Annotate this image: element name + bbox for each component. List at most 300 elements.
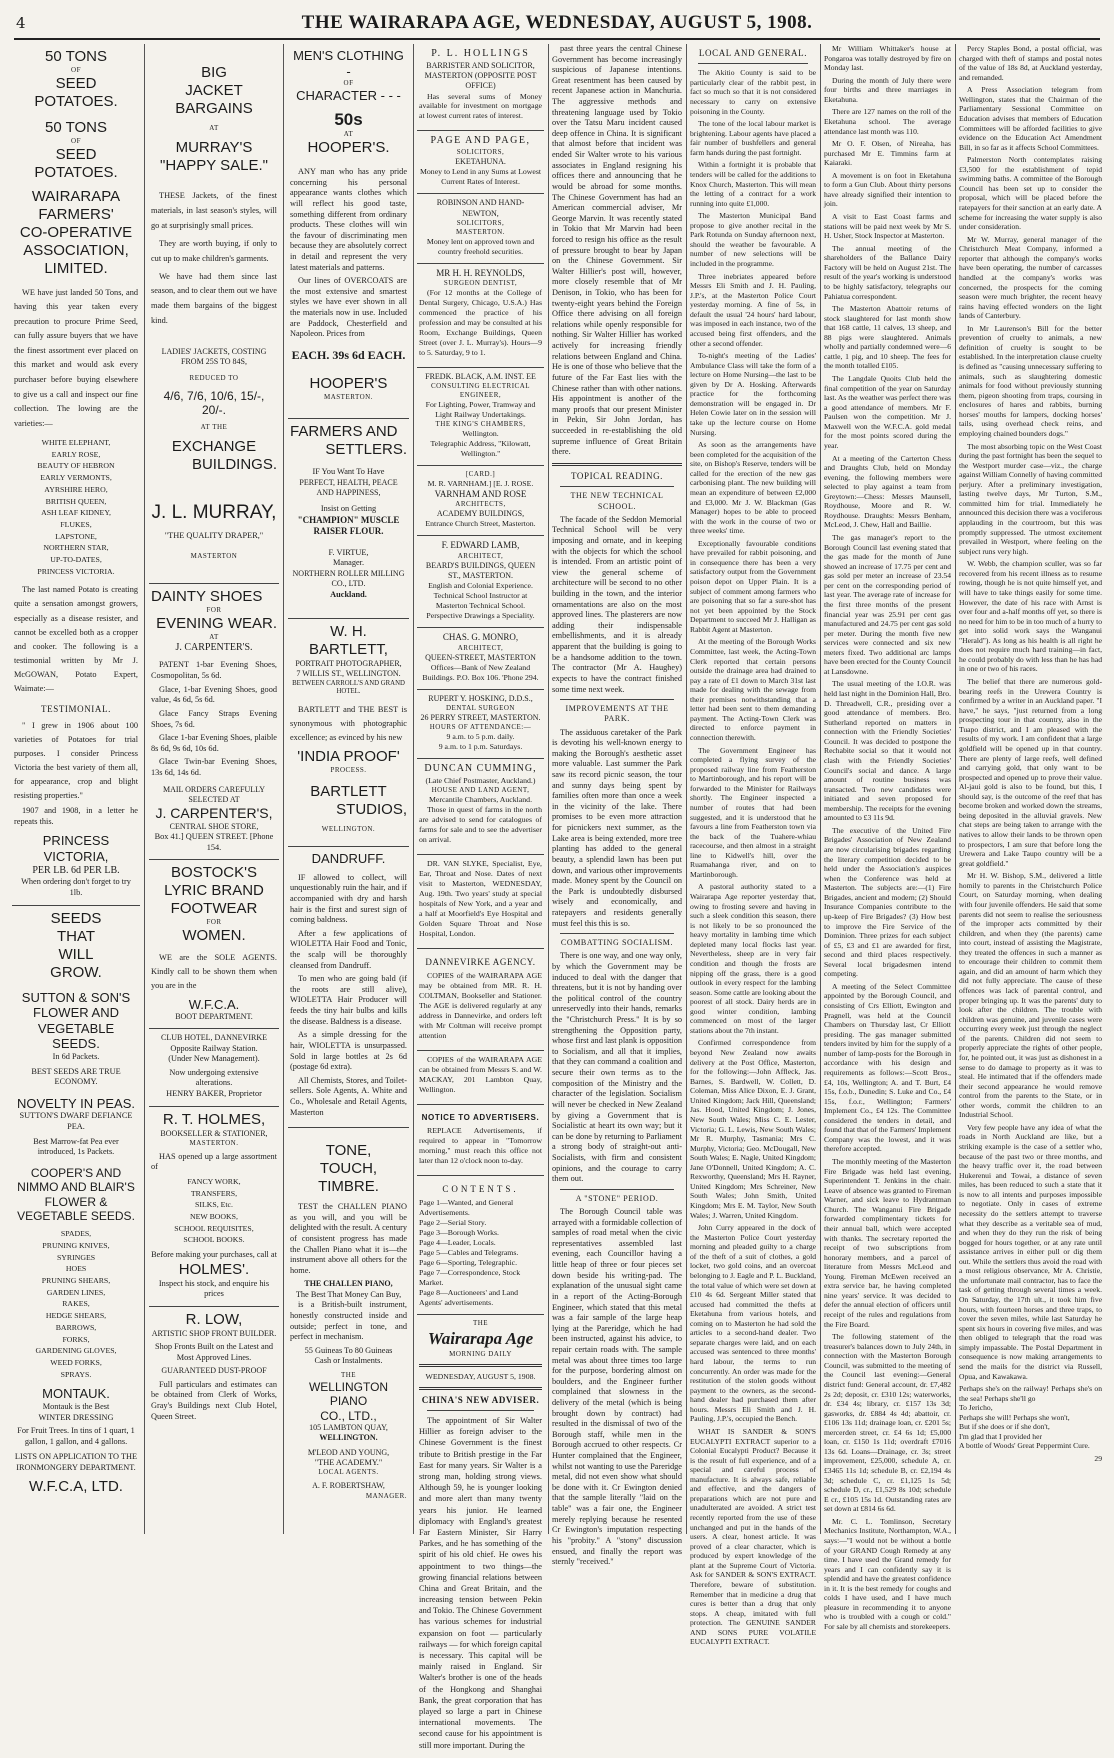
notice-dannevirke-agency: [417, 949, 544, 1051]
advert-club-hotel: [149, 1029, 279, 1106]
ad-heading: 50 TONS: [45, 118, 107, 136]
card-monro: [417, 628, 544, 690]
ad-heading: STUDIOS,: [336, 801, 407, 819]
column-6: [690, 44, 816, 1647]
ad-heading: DAINTY SHOES: [151, 587, 263, 605]
list-item: GARDENING GLOVES,: [35, 1346, 117, 1356]
ad-heading: PRINCESS VICTORIA,: [42, 833, 110, 864]
ad-heading: FLOWER &: [44, 1194, 108, 1209]
column-2: [149, 44, 279, 1534]
ad-text: BARRISTER AND SOLICITOR,: [426, 60, 535, 70]
ad-text: Montauk is the Best: [42, 1401, 110, 1411]
ad-subheading: TESTIMONIAL.: [41, 704, 111, 715]
advert-dainty-shoes: [149, 584, 279, 861]
ad-text: 9 a.m. to 1 p.m. Saturdays.: [438, 742, 523, 752]
ad-body: TEST the CHALLEN PIANO as you will, and you will be delighted with the result. A century of consistent progress has made the Challen Piano what it is—the instrument above all others for the home.: [290, 1202, 407, 1275]
newspaper-title: THE WAIRARAPA AGE, WEDNESDAY, AUGUST 5, 1908.: [301, 12, 813, 33]
ad-body: WE have just landed 50 Tons, and having this year taken every precaution to procure Prime Seed, can fully assure buyers that we have the finest assortment ever placed on this market and would ask every purchaser before buying elsewhere to give us a call and inspect our fine collection. The lowing are the varieties:—: [14, 287, 138, 428]
ad-text: BETWEEN CARROLL'S AND GRAND HOTEL.: [292, 679, 405, 696]
list-item: HEDGE SHEARS,: [45, 1311, 107, 1321]
ad-heading: 50 TONS: [45, 48, 107, 65]
ad-heading: MR H. H. REYNOLDS,: [436, 267, 525, 278]
ad-body: Those in quest of farms in the north are advised to send for catalogues of farms for sale and to see the advertiser on arrival.: [419, 804, 542, 844]
column-rule: [820, 44, 821, 1534]
ad-text: In 6d Packets.: [52, 1051, 100, 1061]
ad-text: Entrance Church Street, Masterton.: [425, 519, 536, 529]
notice-advertisers: [417, 1105, 544, 1176]
divider: [419, 1387, 542, 1390]
ad-body: They are worth buying, if only to cut up to make children's garments.: [151, 238, 277, 263]
ad-heading: RUPERT Y. HOSKING, D.D.S.,: [428, 693, 533, 703]
list-item: PRINCESS VICTORIA.: [37, 566, 115, 576]
list-item: PATENT 1-bar Evening Shoes, Cosmopolitan, 5s 6d.: [151, 660, 277, 681]
ad-heading: ROBINSON AND HAND-NEWTON,: [436, 198, 525, 218]
ad-text: AT THE: [200, 423, 228, 432]
ad-body: is a British-built instrument, honestly constructed inside and outside; perfect in tone, and perfect in mechanism.: [290, 1300, 407, 1342]
contents-item: Page 4—Leader, Locals.: [419, 1238, 496, 1248]
ad-heading: MONTAUK.: [42, 1386, 110, 1402]
ad-text: For Lighting, Power, Tramway and Light Railway Undertakings.: [425, 400, 536, 419]
ad-text: BEST SEEDS ARE TRUE ECONOMY.: [31, 1066, 121, 1087]
ad-text: (Under New Management).: [168, 1054, 260, 1064]
local-news-item: The Government Engineer has completed a flying survey of the proposed railway line from Featherston to Martinborough, and his report will be forwarded to the Minister for Railways shortly. The Engineer inspected a number of routes that had been suggested, and it is understood that he favours a line from Featherston town via the back of the Tuahere-whiau racecourse, and then almost in a straight line to Kidwell's hill, over the Ruamahanga river, and on to Martinborough.: [690, 745, 816, 879]
ad-text: Best Marrow-fat Pea ever introduced, 1s Packets.: [33, 1136, 119, 1157]
card-black: [417, 368, 544, 466]
ad-heading: MEN'S CLOTHING -: [293, 48, 404, 79]
local-news-item: The gas manager's report to the Borough Council last evening stated that the gas made for the month of June showed an increase of 17.75 per cent and gas sold per meter an increase of 23.54 per cent on the corresponding period of last year. The average rate of increase for the first three months of the present financial year was 25.91 per cent gas manufactured and 24.75 per cent gas sold per meter. During the month five new services were connected and six new meters fixed. Two additional arc lamps have been erected for the County Council at Lansdowne.: [824, 533, 951, 676]
column-rule: [955, 44, 956, 1534]
ad-heading: CLUB HOTEL, DANNEVIRKE: [161, 1033, 267, 1043]
ad-body: The last named Potato is creating quite a sensation amongst growers, especially as a disease resister, and cannot be excelled both as a cropper and cooker. The following is a testimonial written by Mr J. McGOWAN, Potato Expert, Waimate:—: [14, 585, 138, 693]
ad-body: THESE Jackets, of the finest materials, in last season's styles, will go at surprisingly small prices.: [151, 190, 277, 230]
local-news-item: A visit to East Coast farms and stations will be paid next week by Mr S. H. Usher, Stock Inspector at Masterton.: [824, 212, 951, 241]
list-item: SPADES,: [60, 1229, 92, 1239]
ad-heading: ASSOCIATION,: [23, 241, 129, 259]
list-item: PRUNING KNIVES,: [42, 1241, 110, 1251]
ad-text: Money to Lend in any Sums at Lowest Current Rates of Interest.: [419, 167, 542, 187]
column-4: [417, 44, 544, 1750]
ad-text: WELLINGTON.: [319, 1433, 378, 1443]
advert-holmes: [149, 1107, 279, 1307]
ad-text: ARTISTIC SHOP FRONT BUILDER.: [151, 1328, 277, 1338]
ad-text: SURGEON DENTIST,: [443, 279, 518, 288]
ad-heading: TOUCH,: [319, 1160, 378, 1178]
divider: [560, 933, 674, 934]
list-item: FANCY WORK,: [187, 1177, 241, 1187]
ad-heading: P. L. HOLLINGS: [431, 48, 530, 59]
ad-price: 50s: [334, 109, 363, 129]
article-body: The appointment of Sir Walter Hillier as foreign adviser to the Chinese Government is the finest tribute to British prestige in the Far East for many years. Sir Walter is a strong man, holding strong views. Although 59, he is younger looking and more alert than many twenty years his junior. He learned diplomacy with England's greatest Far Eastern Minister, Sir Harry Parkes, and he has something of the spirit of his old chief. He owes his appointment to two things—the growing financial relations between China and Great Britain, and the increasing tension between Pekin and Tokio. The Chinese Government has various schemes for industrial expansion on foot — particularly railways — for which foreign capital is necessary. This capital will be mainly raised in England. Sir Walter's brother is one of the heads of the Hongkong and Shanghai Bank, the great corporation that has played so large a part in Chinese international movements. The second cause for his appointment is still more important. During the: [419, 1416, 542, 1750]
ad-text: ARCHITECTS,: [455, 500, 506, 509]
ad-text: 7 WILLIS ST., WELLINGTON.: [296, 669, 401, 679]
divider: [560, 699, 674, 700]
ad-text: English and Colonial Experience. Technical School Instructor at Masterton Technical School.: [428, 581, 533, 611]
ad-heading: WAIRARAPA: [31, 187, 121, 205]
column-rule: [686, 44, 687, 1534]
local-news-item: Mr O. F. Olsen, of Nireaha, has purchased Mr E. Timmins farm at Kaiaraki.: [824, 139, 951, 168]
ad-body: Our lines of OVERCOATS are the most extensive and smartest styles we have ever shown in all the materials now in use. Included are Paddock, Chesterfield and Napoleon. Prices from: [290, 276, 407, 339]
local-news-item: W. Webb, the champion sculler, was so far recovered from his recent illness as to resume rowing, though he is not quite himself yet, and will have to take things easily for some time. However, the date of his race with Arnst is over four and a-half months off yet, so there is no need for him to be in too much of a hurry to get into solid work says the Wanganui "Herald"). As long as his health is all right he does not require much hard training—in fact, he could probably do with less than he has had in one or two of his races.: [959, 559, 1102, 674]
ad-heading: CHARACTER - - -: [296, 88, 401, 104]
article-body: The assiduous caretaker of the Park is devoting his well-known energy to making the Borough's aesthetic asset more valuable. Last summer the Park saw its record picnic season, the tour and sunny days being spent by families often more than once a week in the vicinity of the lake. There promises to be even more attraction for picnickers next summer, as the Lake area is being extended, more tree planting has added to the general beauty, a splendid lawn has been put down, and various other improvements made. Money spent by the Council on the Park is undoubtedly disbursed wisely and economically, and ratepayers and residents generally must feel this this is so.: [552, 727, 682, 928]
ad-heading: F. EDWARD LAMB,: [441, 540, 520, 551]
ad-text: DENTAL SURGEON: [446, 704, 515, 713]
list-item: RAKES,: [62, 1299, 90, 1309]
local-news-item: To-night's meeting of the Ladies' Ambulance Class will take the form of a lecture on Home Nursing—the last to be given by Dr A. Hosking. Afterwards practice for the forthcoming demonstration will be engaged in. Dr Helen Cowie later on in the session will take up the lecture course on Home Nursing.: [690, 351, 816, 437]
ad-text: Mercantile Chambers, Auckland.: [428, 794, 533, 804]
list-item: NEW BOOKS,: [190, 1212, 238, 1222]
ad-heading: THE CHALLEN PIANO,: [304, 1279, 393, 1289]
contents-item: Page 3—Borough Works.: [419, 1228, 500, 1238]
ad-text: 105 LAMBTON QUAY,: [309, 1423, 388, 1433]
ad-body: 1907 and 1908, in a letter he repeats this.: [14, 806, 138, 826]
advert-seed-potatoes: [12, 44, 140, 906]
list-item: AYRSHIRE HERO,: [44, 484, 108, 494]
list-item: GARDEN LINES,: [46, 1287, 106, 1297]
list-item: WEED FORKS,: [50, 1357, 102, 1367]
local-news-item: A meeting of the Select Committee appointed by the Borough Council, and consisting of Crs Elliott, Ewington and Pragnell, was held at the Council Chambers on Thursday last, Cr Elliott presiding. The gas manager submitted tenders invited by him for the supply of a number of lamp-posts for the Borough in accordance with his design and requirements as follows:—Scott Bros., £4, 10s, Wellington; A. and T. Burt, £4 15s, f.o.b., Dunedin; S. Luke and Co., £4 15s, f.o.r., Wellington; Farmers' Implement Co., £4 12s. The Committee considered the tenders in detail, and found that that of the Farmers' Implement Company was the lowest, and it was therefore accepted.: [824, 981, 951, 1154]
local-news-item: At a meeting of the Carterton Chess and Draughts Club, held on Monday evening, the following members were selected to play against a team from Greytown:—Chess: Messrs Maunsell, Roydhouse, Moore and R. W. Roydhouse. Draughts: Messrs Benham, McLeod, J. Chew, Hall and Baillie.: [824, 453, 951, 530]
ad-text: Insist on Getting: [320, 504, 377, 514]
list-item: TRANSFERS,: [190, 1188, 238, 1198]
advert-hoopers: [288, 44, 409, 419]
article-body: The Borough Council table was arrayed with a formidable collection of samples of road metal when the civic representatives assembled last evening, each Councillor having a little heap of three or four pieces set down beside his writing-pad. The explanation of the unusual sight came in a report of the Acting-Borough Engineer, which stated that this metal was a fair sample of the large heap lying at the Pareridge, which he had been instructed, against his advice, to repair certain roads with. The sample metal was about three times too large for the purpose, bordering almost on boulders, and the Engineer further complained that slowness in the delivery of the metal (which is being brought down by contract) had resulted in the dismissal of two of the Borough staff, while men in the Borough accrued to other respects. Cr Hunter complained that the Engineer, whilst not wanting to use the Pareridge metal, did not even show what should be done with it. Cr Ewington denied that the sample literally "laid on the table" was a fair one, the Engineer merely replying because he resented Cr Ewington's imputation respecting his "probity." A "stony" discussion ensued, and finally the report was sternly "received.": [552, 1207, 682, 1567]
ad-text: Telegraphic Address, "Kilowatt, Wellington.": [430, 438, 531, 458]
list-item: Glace Twin-bar Evening Shoes, 13s 6d, 14s 6d.: [151, 757, 277, 777]
ad-text: "THE QUALITY DRAPER,": [164, 531, 264, 541]
local-news-item: Three inebriates appeared before Messrs Eli Smith and J. H. Pauling, J.P.'s, at the Masterton Police Court yesterday morning. A fine of 5s, in default the usual '24 hours' hard labour, was imposed in each instance, two of the accused being first offenders, and the other a second offender.: [690, 271, 816, 348]
ad-text: Cash or Instalments.: [314, 1356, 383, 1366]
ad-price: 4/6, 7/6, 10/6, 15/-, 20/-.: [163, 388, 265, 418]
ad-heading: BUILDINGS.: [191, 456, 277, 474]
ad-body: WE are the SOLE AGENTS. Kindly call to be shown them when you are in the: [151, 953, 277, 991]
ad-text: For Fruit Trees. In tins of 1 quart, 1 gallon, 1 gallon, and 4 gallons.: [17, 1426, 135, 1446]
card-lamb: [417, 536, 544, 628]
ad-text: HOURS OF ATTENDANCE:—: [429, 723, 532, 732]
ad-heading: WELLINGTON PIANO: [308, 1379, 389, 1409]
article-headline: THE NEW TECHNICAL SCHOOL.: [570, 491, 664, 511]
ad-body: Has several sums of Money available for investment on mortgage at lowest current rates of interest.: [419, 91, 542, 121]
list-item: FORKS,: [62, 1334, 90, 1344]
notice-body: COPIES of the WAIRARAPA AGE can be obtained from Messrs S. and W. MACKAY, 201 Lambton Quay, Wellington.: [419, 1054, 542, 1094]
card-cumming: [417, 759, 544, 855]
contents-item: Page 1—Wanted, and General Advertisements.: [419, 1198, 514, 1218]
ad-text: Auckland.: [330, 589, 367, 599]
ad-heading: MURRAY'S: [175, 138, 253, 156]
notice-heading: DANNEVIRKE AGENCY.: [425, 956, 536, 967]
local-news-item: There are 127 names on the roll of the Eketahuna school. The average attendance last month was 110.: [824, 107, 951, 136]
ad-text: AT: [209, 124, 219, 132]
ad-text: LADIES' JACKETS, COSTING FROM 25S TO 84S,: [161, 347, 267, 367]
paper-name-prefix: THE: [472, 1318, 489, 1327]
contents-item: Page 6—Sporting, Telegraphic.: [419, 1258, 518, 1268]
card-van-slyke: [417, 855, 544, 949]
ad-text: MASTERTON.: [189, 1138, 239, 1147]
local-news-item: The following statement of the treasurer's balances down to July 24th, in connection with the Masterton Borough Council, was submitted to the meeting of the Council last evening:—General district fund: General account, dr. £7,482 2s 2d; deposit, cr. £310 12s; waterworks, dr. £34 4s; library, cr. £157 13s 3d; gasworks, dr. £884 4s 4d; abattoir, cr. £106 13s 11d; drainage loan, cr. £201 5s; mercerden street, cr. £4 6s 1d; £5,000 loan, cr. £150 1s 11d; overdraft £7016 13s 6d. Loans—Drainage, cr. 3s; street improvement, £25,000, schedule A, cr. £3465 11s 1d; schedule B, cr. £2,194 4s 3d; schedule C, cr. £1,125 1s 5d; schedule D, cr., £1,529 8s 10d; schedule E cr., £105 15s 1d. Outstanding rates are set down at £814 6s 6d.: [824, 1332, 951, 1514]
list-item: BEAUTY OF HEBRON: [37, 461, 115, 471]
ad-text: MASTERTON (OPPOSITE POST OFFICE): [424, 71, 537, 91]
leader-date: WEDNESDAY, AUGUST 5, 1908.: [425, 1371, 536, 1381]
ad-text: A. F. ROBERTSHAW,: [312, 1481, 385, 1491]
list-item: Glace, 1-bar Evening Shoes, good value, 4s 6d, 5s 6d.: [151, 684, 277, 705]
ad-price: EACH. 39s 6d EACH.: [291, 347, 406, 362]
advert-farmers-settlers: [288, 419, 409, 619]
ad-text: Manager.: [332, 558, 365, 568]
ad-body: (For 12 months at the College of Dental Surgery, Chicago, U.S.A.) Has commenced the practice of his profession and may be consulted at his Room, Exchange Buildings, Queen Street (over J. L. Murray's). Hours—9 to 5. Saturday, 9 to 1.: [419, 288, 542, 357]
ad-text: THE: [340, 1370, 357, 1379]
local-news-item: Mr W. Murray, general manager of the Christchurch Meat Company, informed a reporter that although the company's works have been operating, the number of carcasses handled at the company's works was concerned, the prospects for the coming season were much brighter, the recent heavy rains having effected wonders on the light lands of Canterbury.: [959, 234, 1102, 321]
local-news-item: The Masterton Municipal Band propose to give another recital in the Park Rotunda on Sunday afternoon next, should the weather be favourable. A number of new selections will be included in the programme.: [690, 211, 816, 269]
local-news-item: Palmerston North contemplates raising £3,500 for the establishment of tepid swimming baths. A committee of the Borough Council has been set up to consider the proposal, which will be placed before the ratepayers for their sanction at an early date. A scheme for increasing the water supply is also under consideration.: [959, 155, 1102, 232]
ad-text: BOOT DEPARTMENT.: [175, 1012, 253, 1022]
ad-heading: CO., LTD.,: [320, 1408, 377, 1423]
local-news-item: The monthly meeting of the Masterton Fire Brigade was held last evening, Superintendent T. Jenkins in the chair. Leave of absence was granted to Fireman Warner, and sick leave to Hydrantman Church. The Wanganui Fire Brigade forwarded complimentary tickets for their annual ball, which were accepted with thanks. The secretary reported the receipt of two subscriptions from honorary members, and a parcel of literature from Messrs McLeod and Young. Fireman McEwen received an extra service bar, he having completed nine years' service. It was decided to defer the annual election of officers until receipt of the rules and regulations from the Fire Board.: [824, 1157, 951, 1329]
ad-heading: DUNCAN CUMMING,: [424, 763, 537, 775]
ad-heading: "CHAMPION" MUSCLE RAISER FLOUR.: [297, 514, 400, 537]
column-7: [824, 44, 951, 1631]
ad-text: QUEEN-STREET, MASTERTON: [425, 652, 536, 662]
ad-heading: BOSTOCK'S: [171, 864, 257, 882]
contents: [417, 1176, 544, 1315]
ad-heading: TONE,: [325, 1142, 372, 1160]
ad-heading: W. H. BARTLETT,: [309, 623, 388, 659]
column-rule: [144, 44, 145, 1534]
ad-text: OF: [71, 66, 81, 74]
ad-text: GUARANTEED DUST-PROOF: [161, 1366, 267, 1376]
list-item: HOES: [65, 1264, 87, 1274]
advert-cough-remedy: Mr. C. L. Tomlinson, Secretary Mechanics Institute, Northampton, W.A., says:—"I would not be without a bottle of your GRAND Cough Remedy at any time. I have used the Grand remedy for years and I can confidently say it is splendid and have the greatest confidence in it. It is the best remedy for coughs and colds I have used, and I have much pleasure in recommending it to anyone who is troubled with a cough or cold." For sale by all chemists and storekeepers.: [824, 1516, 951, 1631]
ad-text: Box 41.] QUEEN STREET. [Phone 154.: [154, 832, 274, 852]
ad-heading: NOVELTY IN PEAS.: [16, 1095, 135, 1111]
ad-text: HENRY BAKER, Proprietor: [166, 1089, 262, 1099]
notice-copies: [417, 1051, 544, 1105]
ad-text: When ordering don't forget to try 1lb.: [21, 877, 131, 897]
local-news-item: The tone of the local labour market is brightening. Labour agents have placed a fair number of bushfellers and general farm hands during the past fortnight.: [690, 119, 816, 157]
ad-text: LISTS ON APPLICATION TO THE: [14, 1452, 138, 1462]
ad-heading: SUTTON & SON'S: [21, 989, 131, 1005]
ad-heading: VEGETABLE SEEDS.: [17, 1208, 135, 1223]
ad-body: IF allowed to collect, will unquestionably ruin the hair, and if accompanied with dry and harsh hair is the first and surest sign of coming baldness.: [290, 872, 407, 925]
leader-headline: CHINA'S NEW ADVISER.: [421, 1394, 540, 1405]
contents-item: Page 8—Auctioneers' and Land Agents' advertisements.: [419, 1288, 519, 1307]
ad-text: MANAGER.: [365, 1491, 407, 1500]
ad-heading: VEGETABLE SEEDS.: [37, 1020, 115, 1052]
ad-text: Wellington.: [462, 428, 499, 438]
ad-heading: FLOWER AND: [33, 1005, 119, 1021]
ad-heading: EVENING WEAR.: [156, 614, 277, 632]
ad-text: BEARD'S BUILDINGS, QUEEN ST., MASTERTON.: [425, 560, 536, 581]
ad-text: ACADEMY BUILDINGS,: [436, 509, 525, 519]
advert-bostocks: [149, 860, 279, 1029]
paper-edition: MORNING DAILY: [449, 1349, 512, 1358]
ad-text: WELLINGTON.: [321, 825, 376, 834]
ad-heading: R. T. HOLMES,: [162, 1110, 266, 1128]
local-news-item: The Akitio County is said to be particularly clear of the rabbit pest, in fact so much so that it is not considered necessary to carry on extensive poisoning in the County.: [690, 68, 816, 116]
ad-text: CENTRAL SHOE STORE,: [169, 821, 259, 831]
ad-text: Before making your purchases, call at: [151, 1250, 277, 1260]
divider: [698, 63, 808, 64]
card-page-and-page: [417, 131, 544, 194]
card-reynolds: [417, 264, 544, 368]
ad-heading: LYRIC BRAND: [164, 882, 264, 900]
section-heading: TOPICAL READING.: [570, 470, 664, 481]
notice-heading: NOTICE TO ADVERTISERS.: [421, 1112, 540, 1122]
ad-text: NORTHERN ROLLER MILLING CO., LTD.: [292, 569, 405, 589]
ad-text: PORTRAIT PHOTOGRAPHER,: [295, 659, 402, 669]
ad-text: BOOKSELLER & STATIONER,: [160, 1128, 268, 1138]
ad-heading: GROW.: [50, 963, 102, 981]
page-number: 4: [16, 14, 26, 32]
article-body: The facade of the Seddon Memorial Technical School will be very imposing and ornate, and in keeping with the objects for which the school is intended. From an artistic point of view the general scheme of architecture will be second to no other building in the town, and the interior ornamentations are also on the most approved lines. The plasterers are now adding their indispensable embellishments, and it is already apparent that the building is going to be a handsome addition to the town. The contractor (Mr A. Haughey) expects to have the contract finished some time next week.: [552, 514, 682, 694]
ad-text: M. R. VARNHAM.] [E. J. ROSE.: [427, 478, 534, 488]
list-item: SCHOOL REQUISITES,: [174, 1223, 254, 1233]
ad-heading: W.F.C.A.: [188, 996, 240, 1012]
ad-text: FOR: [206, 918, 222, 927]
column-3: [288, 44, 409, 1534]
local-news-item: The executive of the United Fire Brigades' Association of New Zealand are now circularising brigades regarding the literary competition decided to be held under the Association's auspices when the Conference was held at Masterton. The subjects are:—(1) Fire Brigades, ancient and modern; (2) Should Insurance Companies contribute to the up-keep of Fire Brigades? (3) How best to improve the Fire Service of the Dominion. Three prizes for each subject of £5, £3 and £1 are awarded for first, second and third places respectively. Several local brigadesmen intend competing.: [824, 825, 951, 979]
list-item: SILKS, Etc.: [195, 1200, 233, 1210]
ad-body: ANY man who has any pride concerning his personal appearance wants clothes which will reflect his good taste, something different from ordinary products. These clothes will win the favour of discriminating men because they are absolutely correct in detail and represent the very latest materials and patterns.: [290, 167, 407, 272]
local-news-item: The Masterton Abattoir returns of stock slaughtered for last month show that 168 cattle, 11 calves, 13 sheep, and 88 pigs were slaughtered. Animals wholly and partially condemned were—6 cattle, 1 pig, and 10 sheep. The fees for the month totalled £105.: [824, 304, 951, 371]
ad-body: " I grew in 1906 about 100 varieties of Potatoes for trial purposes. I consider Princess Victoria the best variety of them all, for appearance, crop and blight resisting properties.": [14, 720, 138, 801]
notice-body: REPLACE Advertisements, if required to appear in "Tomorrow morning," must reach this office not later than 12 o'clock noon to-day.: [419, 1125, 542, 1165]
advert-bartlett: [288, 619, 409, 847]
local-news-item: The usual meeting of the I.O.R. was held last night in the Dominion Hall, Bro. D. Threadwell, C.R., presiding over a good attendance of members. Bro. Sutherland reported on matters in connection with the Friendly Societies' Council. It was decided to postpone the Rechabite social so that it would not clash with the Friendly Societies' Council's social and dance. A large amount of routine business was transacted. Two new candidates were initiated and seven proposed for membership. The receipts for the evening amounted to £3 11s 9d.: [824, 679, 951, 823]
ad-body: As a simple dressing for the hair, WIOLETTA is unsurpassed. Sold in large bottles at 2s 6d (postage 6d extra).: [290, 1030, 407, 1072]
local-news-item: The Langdale Quoits Club held the final competition of the year on Saturday last. As the weather was perfect there was a good attendance of members. Mr F. Paulsen won the competition. Mr J. Maxwell won the W.F.C.A. gold medal for the most points scored during the year.: [824, 374, 951, 450]
local-news-item: The belief that there are numerous gold-bearing reefs in the Urewera Country is confirmed by a writer in an Auckland paper. "I have," he says, "just returned from a long prospecting tour in that country, also in the Tuapo district, and I am pleased with the results of my work. I am confident that a large goldfield will be opened up in that country. There are plenty of large reefs, well defined and carrying gold, that only want to be prospected and opened up to prove their value. Al-jaui gold is also to be found, but this, I should say, is the outcome of the reef that has become broken and worked down the streams, being deposited in the alluvial gravels. New chat steps are being taken to arrange with the natives to allow their lands to be thrown open to prospectors, I am sure that before long the Urewera and Lake Taupo country will be a great goldfield.": [959, 677, 1102, 868]
ad-heading: BARTLETT: [310, 783, 387, 801]
card-robinson: [417, 194, 544, 263]
ad-heading: FOOTWEAR: [170, 900, 258, 918]
ad-heading: 'INDIA PROOF': [297, 748, 400, 766]
ad-heading: EXCHANGE: [171, 438, 257, 456]
ad-text: SUTTON'S DWARF DEFIANCE PEA.: [19, 1111, 133, 1131]
local-news-item: During the month of July there were four births and three marriages in Eketahuna.: [824, 75, 951, 104]
ad-text: HOUSE AND LAND AGENT,: [431, 785, 530, 794]
local-news-item: At the meeting of the Borough Works Committee, last week, the Acting-Town Clerk reported that certain persons outside the drainage area had drained to pay a rate of £1 down to March 31st last made for dealing with the sewage from their premises notwithstanding that a letter had been sent to them demanding payment. The Acting-Town Clerk was directed to enforce payment in connection therewith.: [690, 637, 816, 743]
local-news-item: Exceptionally favourable conditions have prevailed for rabbit poisoning, and in consequence there has been a very satisfactory output from the Government poison depot on Upper Plain. It is a subject of comment among farmers who are poisoning that so far a sure-shot has not yet been appointed by the Stock Department to succeed Mr J. Halligan as Rabbit Agent at Masterton.: [690, 538, 816, 634]
ad-heading: NIMMO AND BLAIR'S: [17, 1180, 135, 1195]
ad-heading: J. CARPENTER'S,: [155, 805, 273, 822]
advert-challen-piano: [288, 1128, 409, 1506]
ad-text: PROCESS.: [330, 766, 367, 775]
advert-jacket-bargains: [149, 44, 279, 584]
ad-text: Offices—Bank of New Zealand Buildings. P.O. Box 106. 'Phone 294.: [422, 662, 539, 682]
ad-text: Inspect his stock, and enquire his prices: [158, 1278, 270, 1299]
local-news-item: Very few people have any idea of what the roads in North Auckland are like, but a striking example is the case of a settler who, because of the past two or three months, and the heavy traffic over it, the road between Hukerenui and Towai, a distance of seven miles, has been reduced to such a state that it is now to all intents and purposes impossible to negotiate. Only in cases of extreme necessity do the settlers attempt to traverse what they describe as a veritable sea of mud, and when they do they run the risk of being bogged for hours together, or at any rate until assistance arrives in either pull or dig them out. While the settlers thus avoid the road with a most religious observance, Mr A. Christie, the unfortunate mail contractor, has to face the task of getting through several times a week. On Saturday, the 17th ult., it took him five hours, with fourteen horses and three traps, to cover the seven miles, while last Saturday he spent six hours in covering five miles, and was then obliged to telegraph that the road was simply impassable. The Postal Department in consequence is now making arrangements to send the mails for the district via Russell, Opua, and Kawakawa.: [959, 1122, 1102, 1381]
article-headline: A "STONE" PERIOD.: [575, 1193, 659, 1203]
ad-text: J. CARPENTER'S.: [175, 641, 253, 653]
ad-text: OF: [343, 79, 354, 88]
ad-text: MASTERTON.: [456, 227, 505, 236]
ad-text: CONSULTING ELECTRICAL ENGINEER,: [430, 382, 531, 400]
local-news-item: A movement is on foot in Eketahuna to form a Gun Club. About thirty persons have already signified their intention to join.: [824, 170, 951, 209]
ad-text: AT: [343, 130, 354, 139]
ad-text: 55 Guineas To 80 Guineas: [304, 1345, 393, 1355]
advert-dandruff: [288, 847, 409, 1128]
ad-body: We have had them since last season, and to clear them out we have made them bargains of the biggest kind.: [151, 271, 277, 326]
list-item: PRUNING SHEARS,: [41, 1276, 111, 1286]
list-item: LAPSTONE,: [55, 531, 97, 541]
ad-text: Now undergoing extensive alterations.: [169, 1067, 259, 1088]
list-item: FLUKES,: [60, 519, 92, 529]
notice-body: COPIES of the WAIRARAPA AGE may be obtained from MR. R. H. COLTMAN, Bookseller and Stationer. The AGE is delivered regularly at any address in Dannevirke, and orders left with Mr Coltman will receive prompt attention: [419, 971, 542, 1040]
leader-section: [417, 1315, 544, 1758]
ad-body: HAS opened up a large assortment of: [151, 1151, 277, 1172]
ad-heading: VARNHAM AND ROSE: [434, 488, 527, 499]
ad-text: EKETAHUNA.: [455, 157, 506, 167]
ad-text: "THE ACADEMY.": [314, 1457, 383, 1467]
article-headline: IMPROVEMENTS AT THE PARK.: [565, 704, 669, 724]
article-body: past three years the central Chinese Government has become increasingly suspicious of Japanese intentions. Great resentment has been caused by recent Japanese action in Manchuria. The aggressive methods and threatening language used by Tokio over the Tatsu Maru incident caused deep offence in China. It is significant that almost before that incident was ended Sir Walter wrote to his various associates in England resigning his offices there and announcing that he would be abroad for some months. The Chinese Government has had an American commercial adviser, Mr George Marvin. It was recently stated in Tokio that Mr Marvin had been forced to resign his office as the result of pressure brought to bear by Japan on the Chinese Government. Sir Walter Hillier's post will, however, more closely resemble that of Mr Denison, in Tokio, who has been for twenty-eight years behind the Foreign Office there advising on all foreign relations while openly responsible for nothing. Sir Walter Hillier has worked actively for increasing friendly relations between England and China. He is one of those who believe that the future of the Far East lies with the Chinese rather than with other nations. His appointment is another of the many proofs that our present Minister in Pekin, Sir John Jordan, has succeeded in re-establishing the old supreme influence of Great Britain there.: [552, 44, 682, 457]
ad-text: ARCHITECT,: [457, 643, 504, 652]
ad-text: IF You Want To Have: [312, 467, 385, 477]
ad-text: Shop Fronts Built on the Latest and Most Approved Lines.: [155, 1342, 273, 1362]
column-rule: [413, 44, 414, 1534]
divider: [560, 486, 674, 487]
advert-eucalypti: WHAT IS SANDER & SON'S EUCALYPTI EXTRACT superior to a Colonial Eucalypti Product? Because it is the result of full experience, and of a special and careful process of manufacture. It is always safe, reliable and effective, and the dangers of preparations which are not pure and unadulterated are avoided. A strict test recently reported from the use of these unchanged and put in the hands of the users. A clear, honest article. It was proved of a clear character, which is produced by expert knowledge of the plant at the Supreme Court of Victoria. Ask for SANDER & SON'S EXTRACT. Therefore, beware of substitution. Remember that in medicine a drug that cures is better than a drug that only stops. A cheap, imitated with full protection. The GENUINE SANDER AND SONS PURE VOLATILE EUCALYPTI EXTRACT.: [690, 1426, 816, 1647]
divider: [552, 463, 682, 466]
ad-text: THE KING'S CHAMBERS,: [435, 419, 526, 428]
ad-heading: "HAPPY SALE.": [160, 156, 268, 174]
ad-heading: CO-OPERATIVE: [19, 223, 133, 241]
ad-heading: FREDK. BLACK, A.M. INST. EE: [425, 371, 536, 381]
article-headline: COMBATTING SOCIALISM.: [560, 938, 674, 948]
ad-heading: CHAS. G. MONRO,: [442, 632, 519, 643]
ad-heading: SEEDS: [50, 909, 102, 927]
ad-body: DR. VAN SLYKE, Specialist, Eye, Ear, Throat and Nose. Dates of next visit to Masterton, WEDNESDAY, Aug. 19th. Two years' study at special hospitals of New York, and a year and a half at Moorfield's Eye Hospital and Golden Square Throat and Nose Hospital, London.: [419, 858, 542, 938]
section-heading: LOCAL AND GENERAL.: [698, 48, 808, 58]
column-5: [552, 44, 682, 1567]
list-item: EARLY ROSE,: [51, 449, 101, 459]
masthead: [14, 8, 1100, 40]
ad-text: Perspective Drawings a Speciality.: [426, 611, 535, 621]
ad-text: [CARD.]: [465, 469, 496, 478]
local-news-item: The annual meeting of the shareholders of the Ballance Dairy Factory will be held on August 21st. The result of the year's working is understood to be highly satisfactory, telegraphs our Pahiatua correspondent.: [824, 243, 951, 301]
local-news-item: In Mr Laurenson's Bill for the better prevention of cruelty to animals, a new definition of cruelty is sought to be established. In the interpretation clause cruelty is defined as "causing unnecessary suffering to animals, such as slaughtering domestic animals for food without previously stunning them, pigeon shooting from traps, coursing in enclosures of hares and rabbits, burning horses' mouths for lampers, docking horses' tails, using overhead check reins, and employing chained bounders dogs.": [959, 323, 1102, 438]
list-item: Glace 1-bar Evening Shoes, plaible 8s 6d, 9s 6d, 10s 6d.: [151, 733, 277, 753]
list-item: NORTHERN STAR,: [43, 543, 109, 553]
ad-heading: WOMEN.: [182, 927, 246, 945]
divider: [419, 1364, 542, 1367]
advert-number: 29: [1094, 1454, 1102, 1463]
list-item: SYRINGES: [56, 1252, 96, 1262]
list-item: SPRAYS.: [60, 1369, 92, 1379]
ad-heading: SEED POTATOES.: [34, 74, 118, 110]
list-item: ASH LEAF KIDNEY,: [41, 508, 111, 518]
ad-text: LOCAL AGENTS.: [318, 1468, 379, 1477]
local-news-item: Confirmed correspondence from beyond New Zealand now awaits delivery at the Post Office, Masterton, for the following:—John Affleck, Jas. Barnes, S. Bardwell, W. Collett, D. Coleman, Miss Alice Dixon, E. J. Grant, United Kingdom; Jack Hill, Queensland; Jas. Hood, United Kingdom; J. Jones, New South Wales; Miss C. E. Lester, Victoria; G. L. Lewis, New South Wales; Mr R. Murphy, Tasmania; Mrs C. Murphy, Victoria; Geo. McDougall, New South Wales; E. Nagle, United Kingdom; Jane O'Donnell, United Kingdom; A. C. Rexworthy, Queensland; Mrs H. Rayner, United Kingdom; Mrs Schreiner, New South Wales; John Smith, United Kingdom; Mrs E. M. Taylor, New South Wales; J. Warren, United Kingdom.: [690, 1038, 816, 1220]
ad-price: PER LB. 6d PER LB.: [32, 864, 120, 876]
ad-heading: FARMERS': [38, 205, 114, 223]
ad-text: AT: [209, 632, 219, 641]
potato-varieties-list: [14, 437, 138, 577]
list-item: EARLY VERMONTS,: [40, 473, 112, 483]
ad-text: M'LEOD AND YOUNG,: [307, 1447, 390, 1457]
ad-body: All Chemists, Stores, and Toilet-sellers. Sole Agents, A. White and Co., Wholesale and Retail Agents, Masterton: [290, 1075, 407, 1117]
ad-heading: HOOPER'S.: [307, 139, 390, 157]
ad-text: (Late Chief Postmaster, Auckland.): [425, 775, 536, 785]
list-item: UP-TO-DATES,: [50, 554, 102, 564]
ad-text: OF: [71, 136, 81, 145]
ad-text: 26 PERRY STREET, MASTERTON.: [420, 713, 541, 723]
divider: [560, 1189, 674, 1190]
ad-text: F. VIRTUE,: [328, 547, 369, 557]
ad-heading: FARMERS AND: [290, 423, 398, 441]
ad-heading: LIMITED.: [44, 259, 108, 277]
column-1: [12, 44, 140, 1534]
